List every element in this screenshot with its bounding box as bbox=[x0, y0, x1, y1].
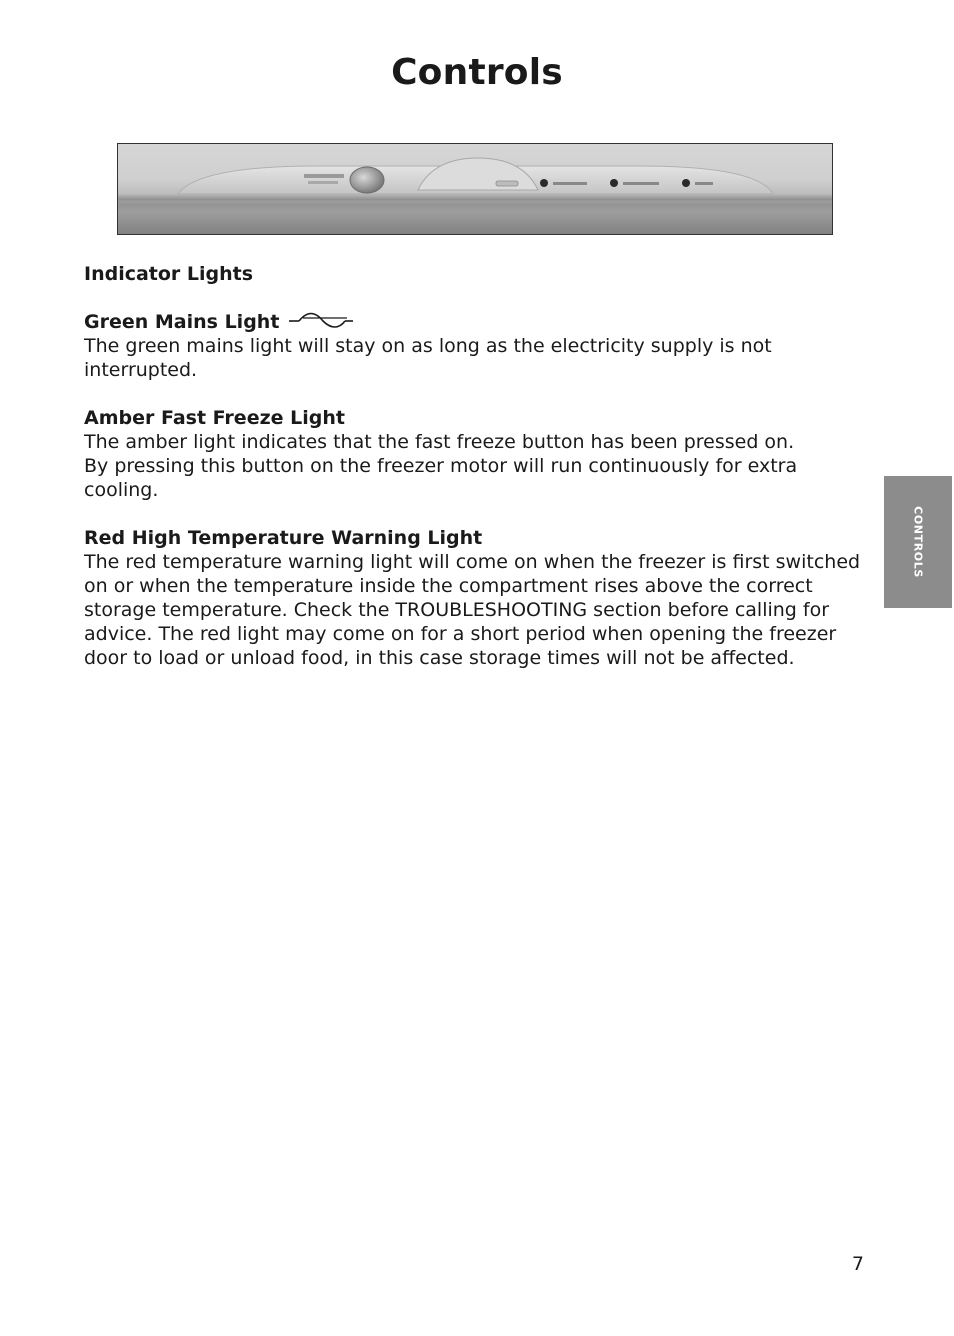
content-body bbox=[84, 262, 864, 670]
amber-fast-freeze-section bbox=[84, 406, 864, 502]
mains-wave-icon bbox=[289, 312, 353, 328]
amber-fast-freeze-heading: Amber Fast Freeze Light bbox=[84, 407, 345, 429]
red-warning-section bbox=[84, 526, 864, 670]
side-tab-label: CONTROLS bbox=[911, 506, 925, 578]
page-number: 7 bbox=[851, 1253, 864, 1275]
green-mains-heading bbox=[84, 310, 864, 334]
green-mains-section bbox=[84, 310, 864, 382]
amber-fast-freeze-description-1: The amber light indicates that the fast freeze button has been pressed on. bbox=[84, 431, 795, 453]
red-warning-description: The red temperature warning light will come on when the freezer is first switched on or when the temperature inside the compartment rises above the correct storage temperature. Check the TROUBLESHOOTING section before calling for advice. The red light may come on for a short period when opening the freezer door to load or unload food, in this case storage times will not be affected. bbox=[84, 551, 861, 669]
green-mains-description: The green mains light will stay on as long as the electricity supply is not interrupted. bbox=[84, 335, 772, 381]
red-warning-heading: Red High Temperature Warning Light bbox=[84, 527, 483, 549]
amber-fast-freeze-description-2: By pressing this button on the freezer motor will run continuously for extra cooling. bbox=[84, 455, 798, 501]
page-title: Controls bbox=[391, 52, 563, 93]
control-panel-photo bbox=[117, 143, 833, 235]
indicator-lights-heading: Indicator Lights bbox=[84, 263, 254, 285]
green-mains-heading-text: Green Mains Light bbox=[84, 311, 280, 333]
control-panel-illustration bbox=[118, 144, 833, 235]
side-tab bbox=[884, 476, 952, 608]
